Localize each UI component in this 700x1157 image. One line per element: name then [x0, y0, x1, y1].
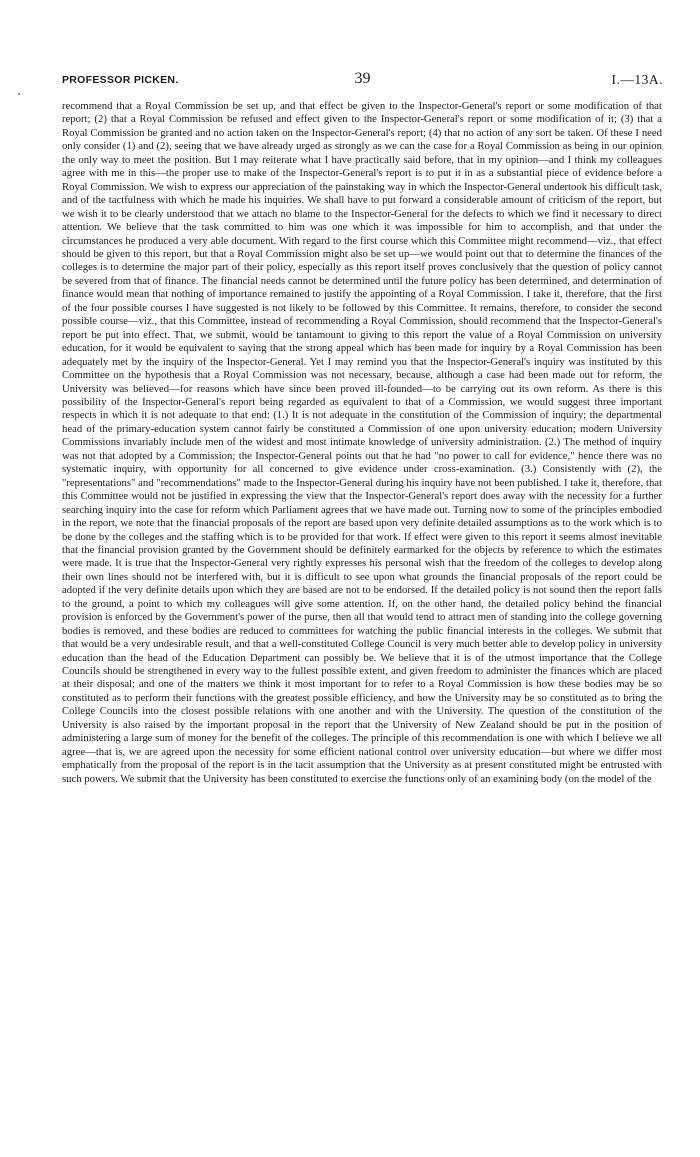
page-header [62, 70, 663, 94]
body-paragraph: recommend that a Royal Commission be set up, and that effect be given to the Inspector-General's report or some modification of that report; (2) that a Royal Commission be refused and effect given to the Inspector-General's report or some modification of it; (3) that a Royal Commission be granted and no action taken on the Inspector-General's report; (4) that no action of any sort be taken. Of these I need only consider (1) and (2), seeing that we have already urged as strongly as we can the case for a Royal Commission as being in our opinion the only way to meet the position. But I may reiterate what I have practically said before, that in my opinion—and I think my colleagues agree with me in this—the proper use to make of the Inspector-General's report is to put it in as a substantial piece of evidence before a Royal Commission. We wish to express our appreciation of the painstaking way in which the Inspector-General undertook his difficult task, and of the tactfulness with which he made his inquiries. We shall have to put forward a considerable amount of criticism of the report, but we wish it to be clearly understood that we attach no blame to the Inspector-General for the defects to which we find it necessary to direct attention. We believe that the task committed to him was one which it was impossible for him to accomplish, and that under the circumstances he produced a very able document. With regard to the first course which this Committee might recommend—viz., that effect should be given to this report, but that a Royal Commission might also be set up—we would point out that to determine the finances of the colleges is to determine the major part of their policy, especially as this report itself proves conclusively that the question of policy cannot be severed from that of finance. The financial needs cannot be determined until the future policy has been determined, and determination of finance would mean that nothing of importance remained to justify the appointing of a Royal Commission. I take it, therefore, that the first of the four possible courses I have suggested is not likely to be followed by this Committee. It remains, therefore, to consider the second possible course—viz., that this Committee, instead of recommending a Royal Commission, should recommend that the Inspector-General's report be put into effect. That, we submit, would be tantamount to giving to this report the value of a Royal Commission on university education, for it would be equivalent to saying that the strong appeal which has been made for inquiry by a Royal Commission has been adequately met by the inquiry of the Inspector-General. Yet I may remind you that the Inspector-General's inquiry was instituted by this Committee on the hypothesis that a Royal Commission was not necessary, because, although a case had been made out for reform, the University was believed—for reasons which have since been proved ill-founded—to be carrying out its own reform. As there is this possibility of the Inspector-General's report being regarded as equivalent to that of a Commission, we would suggest three important respects in which it is not adequate to that end: (1.) It is not adequate in the constitution of the Commission of inquiry; the departmental head of the primary-education system cannot fairly be constituted a Commission of one upon university education; modern University Commissions invariably include men of the widest and most intimate knowledge of university administration. (2.) The method of inquiry was not that adopted by a Commission; the Inspector-General points out that he had "no power to call for evidence," hence there was no systematic inquiry, with opportunity for all concerned to give evidence under cross-examination. (3.) Consistently with (2), the "representations" and "recommendations" made to the Inspector-General during his inquiry have not been published. I take it, therefore, that this Committee would not be justified in expressing the view that the Inspector-General's report does away with the necessity for a further searching inquiry into the case for reform which Parliament agrees that we have made out. Turning now to some of the principles embodied in the report, we note that the financial proposals of the report are based upon very definite detailed assumptions as to the work which is to be done by the colleges and the staffing which is to be provided for that work. If effect were given to this report it seems almost inevitable that the financial provision granted by the Government should be definitely earmarked for the objects by reference to which the estimates were made. It is true that the Inspector-General very rightly expresses his personal wish that the freedom of the colleges to develop along their own lines should not be interfered with, but it is difficult to see upon what grounds the financial proposals of the report could be adopted if the very definite details upon which they are based are not to be endorsed. If the detailed policy is not sound then the report falls to the ground, a point to which my colleagues will give some attention. If, on the other hand, the detailed policy behind the financial provision is enforced by the Government's power of the purse, then all that would tend to attract men of standing into the college governing bodies is removed, and these bodies are reduced to committees for watching the public financial interests in the colleges. We submit that that would be a very undesirable result, and that a well-constituted College Council is very much better able to develop policy in university education than the head of the Education Department can possibly be. We believe that it is of the utmost importance that the College Councils should be strengthened in every way to the fullest possible extent, and given freedom to administer the finances which are placed at their disposal; and one of the matters we think it most important for to refer to a Royal Commission is how these bodies may be so constituted as to perform their functions with the greatest possible efficiency, and how the University may be so constituted as to bring the College Councils into the closest possible relations with one another and with the University. The question of the constitution of the University is also raised by the important proposal in the report that the University of New Zealand should be put in the position of administering a large sum of money for the benefit of the colleges. The principle of this recommendation is one with which I believe we all agree—that is, we are agreed upon the necessity for some efficient national control over university education—but where we differ most emphatically from the proposal of the report is in the tacit assumption that the University as at present constituted might be entrusted with such powers. We submit that the University has been constituted to exercise the functions only of an examining body (on the model of the [62, 100, 662, 785]
document-reference: I.—13A. [611, 72, 663, 87]
running-head: PROFESSOR PICKEN. [62, 74, 179, 86]
page-number: 39 [354, 70, 371, 87]
margin-mark [18, 93, 20, 95]
